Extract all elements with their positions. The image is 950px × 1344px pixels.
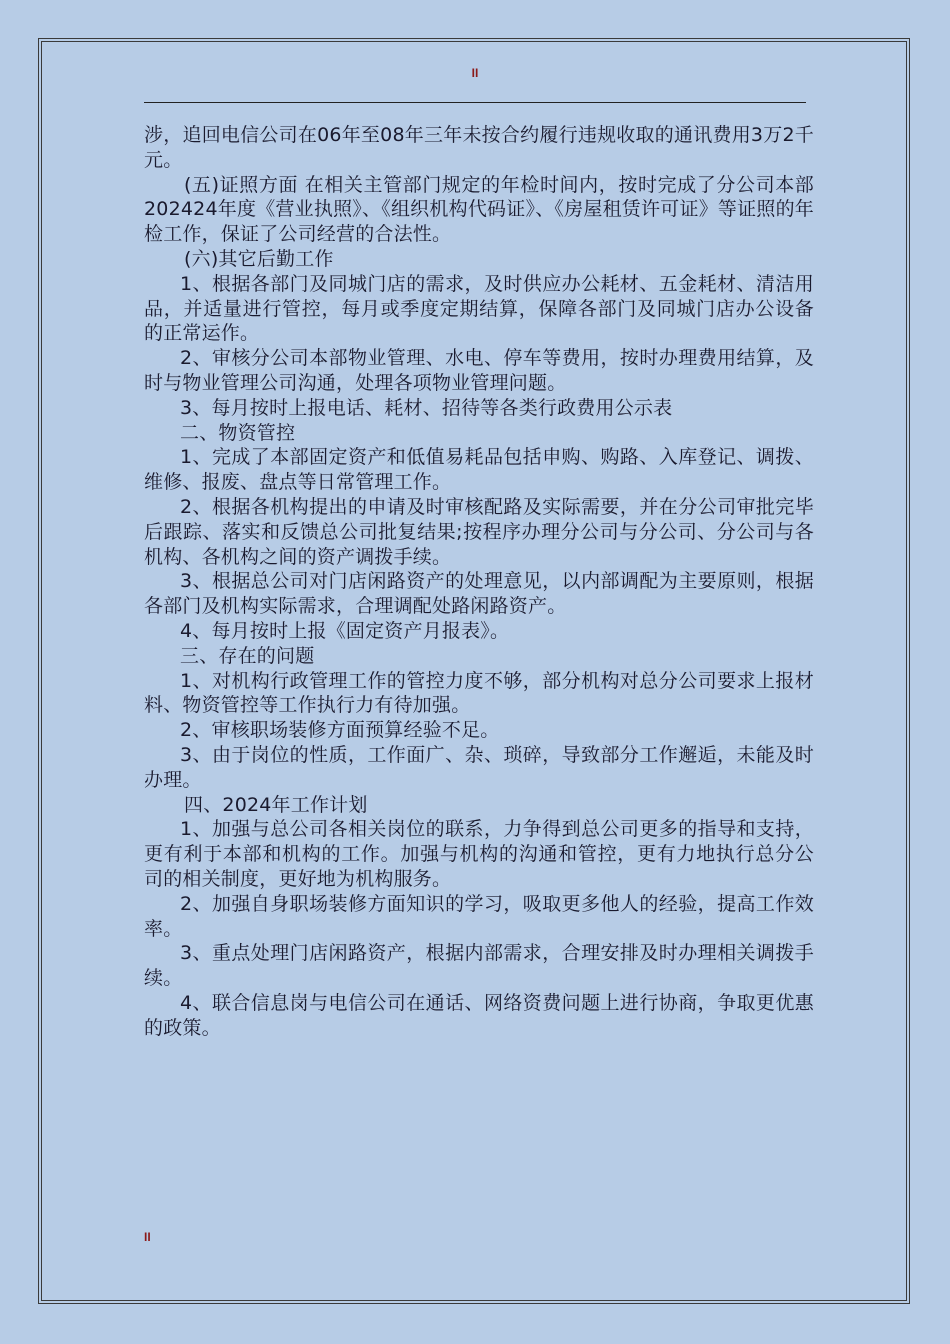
header-mark: II: [471, 66, 479, 80]
paragraph: 1、对机构行政管理工作的管控力度不够，部分机构对总分公司要求上报材料、物资管控等工作执行力有待加强。: [144, 669, 814, 717]
section-heading: (六)其它后勤工作: [184, 247, 334, 270]
paragraph: 3、根据总公司对门店闲路资产的处理意见，以内部调配为主要原则，根据各部门及机构实际需求，合理调配处路闲路资产。: [144, 570, 814, 618]
paragraph: 3、每月按时上报电话、耗材、招待等各类行政费用公示表: [180, 396, 673, 419]
header-rule: [144, 102, 806, 103]
body-text: [144, 123, 814, 1040]
paragraph: 4、联合信息岗与电信公司在通话、网络资费问题上进行协商，争取更优惠的政策。: [144, 991, 814, 1039]
paragraph: 2、根据各机构提出的申请及时审核配路及实际需要，并在分公司审批完毕后跟踪、落实和反馈总公司批复结果;按程序办理分公司与分公司、分公司与各机构、各机构之间的资产调拨手续。: [144, 495, 814, 568]
paragraph: 3、重点处理门店闲路资产，根据内部需求，合理安排及时办理相关调拨手续。: [144, 942, 814, 990]
paragraph: 2、加强自身职场装修方面知识的学习，吸取更多他人的经验，提高工作效率。: [144, 892, 814, 940]
section-heading: 二、物资管控: [180, 421, 296, 444]
paragraph: 2、审核职场装修方面预算经验不足。: [180, 719, 500, 742]
paragraph: 涉，追回电信公司在06年至08年三年未按合约履行违规收取的通讯费用3万2千元。: [144, 124, 814, 171]
paragraph: 1、根据各部门及同城门店的需求，及时供应办公耗材、五金耗材、清洁用品，并适量进行管控，每月或季度定期结算，保障各部门及同城门店办公设备的正常运作。: [144, 272, 814, 345]
paragraph: 4、每月按时上报《固定资产月报表》。: [180, 619, 510, 642]
paragraph: 1、完成了本部固定资产和低值易耗品包括申购、购路、入库登记、调拨、维修、报废、盘点等日常管理工作。: [144, 446, 814, 494]
paragraph: 1、加强与总公司各相关岗位的联系，力争得到总公司更多的指导和支持，更有利于本部和机构的工作。加强与机构的沟通和管控，更有力地执行总分公司的相关制度，更好地为机构服务。: [144, 818, 814, 890]
section-heading: 四、2024年工作计划: [184, 793, 368, 816]
paragraph: 3、由于岗位的性质，工作面广、杂、琐碎，导致部分工作邂逅，未能及时办理。: [144, 743, 814, 791]
footer-mark: II: [144, 1230, 151, 1244]
paragraph: 2、审核分公司本部物业管理、水电、停车等费用，按时办理费用结算，及时与物业管理公司沟通，处理各项物业管理问题。: [144, 347, 814, 394]
section-heading: (五)证照方面 在相关主管部门规定的年检时间内，按时完成了分公司本部202424年度《营业执照》、《组织机构代码证》、《房屋租赁许可证》等证照的年检工作，保证了公司经营的合法性。: [144, 173, 814, 246]
section-heading: 三、存在的问题: [180, 644, 315, 667]
